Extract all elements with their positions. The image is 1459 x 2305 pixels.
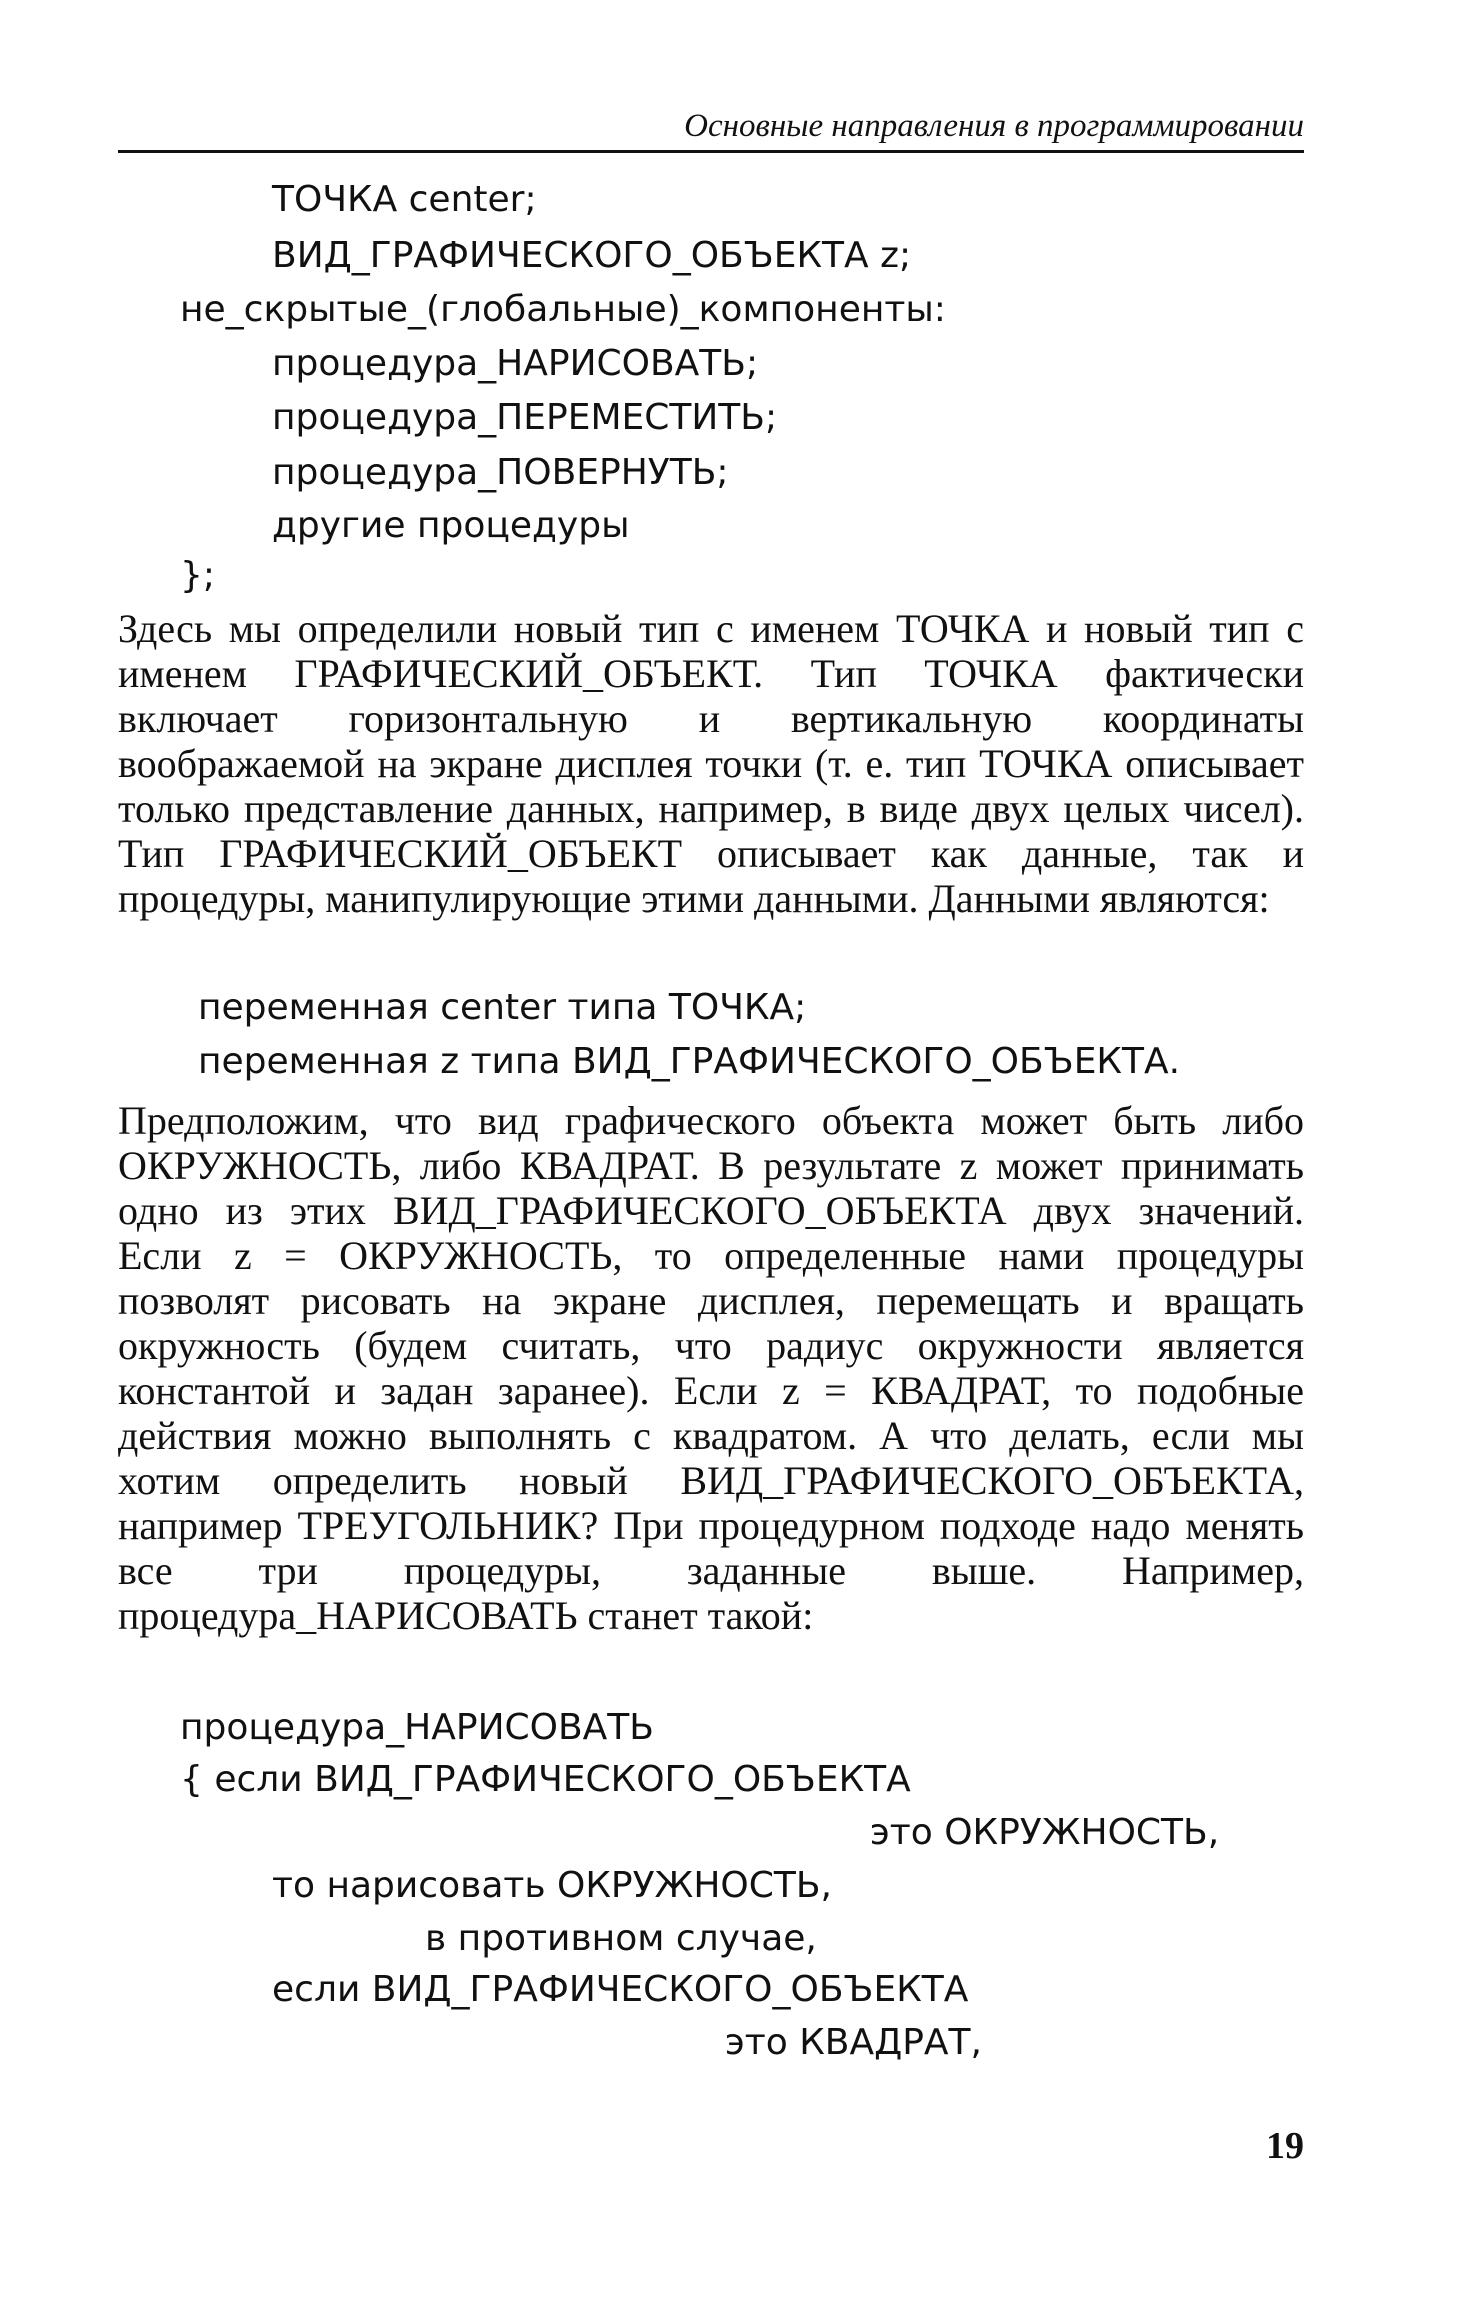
- code-line: если ВИД_ГРАФИЧЕСКОГО_ОБЪЕКТА: [272, 1969, 969, 2010]
- code-line: ТОЧКА center;: [272, 179, 537, 220]
- running-header: Основные направления в программировании: [684, 108, 1304, 144]
- code-line: переменная center типа ТОЧКА;: [198, 987, 807, 1028]
- code-line: процедура_ПЕРЕМЕСТИТЬ;: [272, 397, 778, 438]
- code-line: процедура_ПОВЕРНУТЬ;: [272, 452, 729, 493]
- code-line: };: [180, 555, 216, 596]
- code-line: то нарисовать ОКРУЖНОСТЬ,: [272, 1865, 833, 1906]
- code-line: переменная z типа ВИД_ГРАФИЧЕСКОГО_ОБЪЕКТА.: [198, 1041, 1181, 1082]
- paragraph: Предположим, что вид графического объекта может быть либо ОКРУЖНОСТЬ, либо КВАДРАТ. В результате z может принимать одно из этих ВИД_ГРАФИЧЕСКОГО_ОБЪЕКТА двух значений. Если z = ОКРУЖНОСТЬ, то определенные нами процедуры позволят рисовать на экране дисплея, перемещать и вращать окружность (будем считать, что радиус окружности является константой и задан заранее). Если z = КВАДРАТ, то подобные действия можно выполнять с квадратом. А что делать, если мы хотим определить новый ВИД_ГРАФИЧЕСКОГО_ОБЪЕКТА, например ТРЕУГОЛЬНИК? При процедурном подходе надо менять все три процедуры, заданные выше. Например, процедура_НАРИСОВАТЬ станет такой:: [118, 1098, 1304, 1638]
- code-line: в противном случае,: [425, 1918, 817, 1959]
- header-rule: [118, 150, 1304, 153]
- code-line: процедура_НАРИСОВАТЬ: [180, 1707, 654, 1748]
- code-line: другие процедуры: [272, 505, 630, 546]
- code-line: это ОКРУЖНОСТЬ,: [870, 1812, 1220, 1853]
- code-line: процедура_НАРИСОВАТЬ;: [272, 343, 759, 384]
- code-line: это КВАДРАТ,: [725, 2022, 982, 2063]
- page-number: 19: [1266, 2125, 1304, 2167]
- code-line: ВИД_ГРАФИЧЕСКОГО_ОБЪЕКТА z;: [272, 235, 912, 276]
- paragraph: Здесь мы определили новый тип с именем ТОЧКА и новый тип с именем ГРАФИЧЕСКИЙ_ОБЪЕКТ. Тип ТОЧКА фактически включает горизонтальную и вертикальную координаты воображаемой на экране дисплея точки (т. е. тип ТОЧКА описывает только представление данных, например, в виде двух целых чисел). Тип ГРАФИЧЕСКИЙ_ОБЪЕКТ описывает как данные, так и процедуры, манипулирующие этими данными. Данными являются:: [118, 606, 1304, 921]
- code-line: не_скрытые_(глобальные)_компоненты:: [180, 289, 946, 330]
- code-line: { если ВИД_ГРАФИЧЕСКОГО_ОБЪЕКТА: [180, 1759, 911, 1800]
